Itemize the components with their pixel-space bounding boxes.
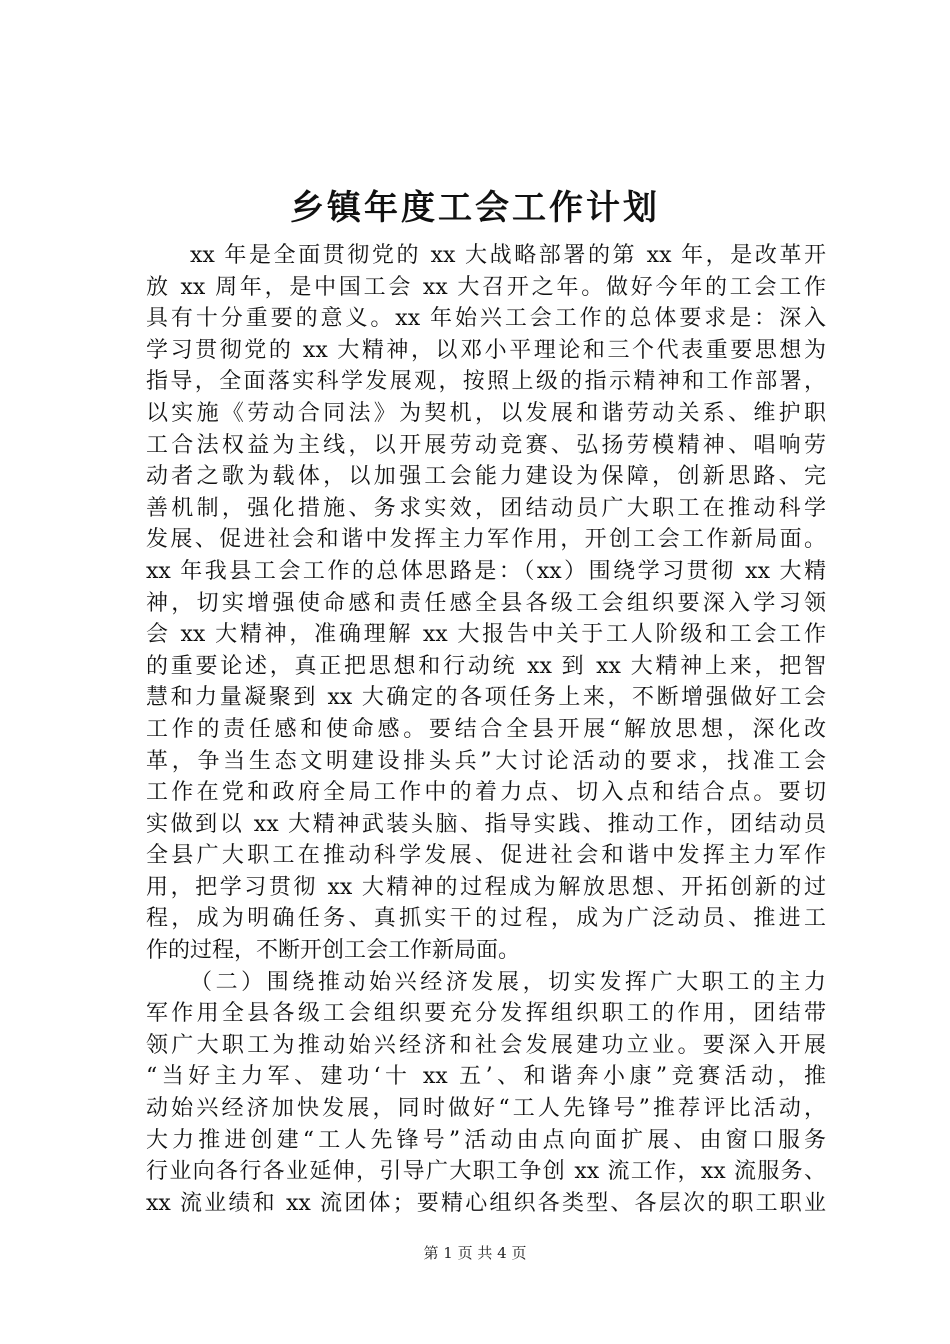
body-line: 动者之歌为载体，以加强工会能力建设为保障，创新思路、完 [146,464,826,490]
body-line: 神，切实增强使命感和责任感全县各级工会组织要深入学习领 [146,590,826,616]
body-line: 动始兴经济加快发展，同时做好“工人先锋号”推荐评比活动， [146,1096,826,1122]
body-line: 大力推进创建“工人先锋号”活动由点向面扩展、由窗口服务 [146,1127,826,1153]
body-line: 工作的责任感和使命感。要结合全县开展“解放思想，深化改 [146,716,826,742]
body-line: 指导，全面落实科学发展观，按照上级的指示精神和工作部署， [146,369,826,395]
body-line: 发展、促进社会和谐中发挥主力军作用，开创工会工作新局面。 [146,527,826,553]
body-line: xx 年我县工会工作的总体思路是：（xx）围绕学习贯彻 xx 大精 [146,558,826,584]
body-line: （二）围绕推动始兴经济发展，切实发挥广大职工的主力 [190,969,826,995]
page-number: 第 1 页 共 4 页 [423,1244,527,1262]
body-line: “当好主力军、建功‘十 xx 五’、和谐奔小康”竞赛活动，推 [146,1064,826,1090]
body-line: 作的过程，不断开创工会工作新局面。 [146,938,521,964]
body-line: 工合法权益为主线，以开展劳动竞赛、弘扬劳模精神、唱响劳 [146,432,826,458]
body-line: 以实施《劳动合同法》为契机，以发展和谐劳动关系、维护职 [146,400,826,426]
body-line: xx 流业绩和 xx 流团体；要精心组织各类型、各层次的职工职业 [146,1190,826,1216]
body-line: 学习贯彻党的 xx 大精神，以邓小平理论和三个代表重要思想为 [146,337,826,363]
body-line: 革，争当生态文明建设排头兵”大讨论活动的要求，找准工会 [146,748,826,774]
document-title: 乡镇年度工会工作计划 [290,188,660,228]
body-line: 慧和力量凝聚到 xx 大确定的各项任务上来，不断增强做好工会 [146,685,826,711]
body-line: 军作用全县各级工会组织要充分发挥组织职工的作用，团结带 [146,1001,826,1027]
body-line: 善机制，强化措施、务求实效，团结动员广大职工在推动科学 [146,495,826,521]
body-line: 的重要论述，真正把思想和行动统 xx 到 xx 大精神上来，把智 [146,653,826,679]
body-line: 行业向各行各业延伸，引导广大职工争创 xx 流工作，xx 流服务、 [146,1159,826,1185]
body-line: 程，成为明确任务、真抓实干的过程，成为广泛动员、推进工 [146,906,826,932]
body-line: 用，把学习贯彻 xx 大精神的过程成为解放思想、开拓创新的过 [146,874,826,900]
body-line: 会 xx 大精神，准确理解 xx 大报告中关于工人阶级和工会工作 [146,622,826,648]
body-line: xx 年是全面贯彻党的 xx 大战略部署的第 xx 年，是改革开 [190,243,826,268]
document-body [146,240,826,1219]
body-line: 放 xx 周年，是中国工会 xx 大召开之年。做好今年的工会工作 [146,274,826,300]
body-line: 全县广大职工在推动科学发展、促进社会和谐中发挥主力军作 [146,843,826,869]
body-line: 实做到以 xx 大精神武装头脑、指导实践、推动工作，团结动员 [146,811,826,837]
body-line: 工作在党和政府全局工作中的着力点、切入点和结合点。要切 [146,780,826,806]
body-line: 具有十分重要的意义。xx 年始兴工会工作的总体要求是：深入 [146,306,826,332]
body-line: 领广大职工为推动始兴经济和社会发展建功立业。要深入开展 [146,1032,826,1058]
